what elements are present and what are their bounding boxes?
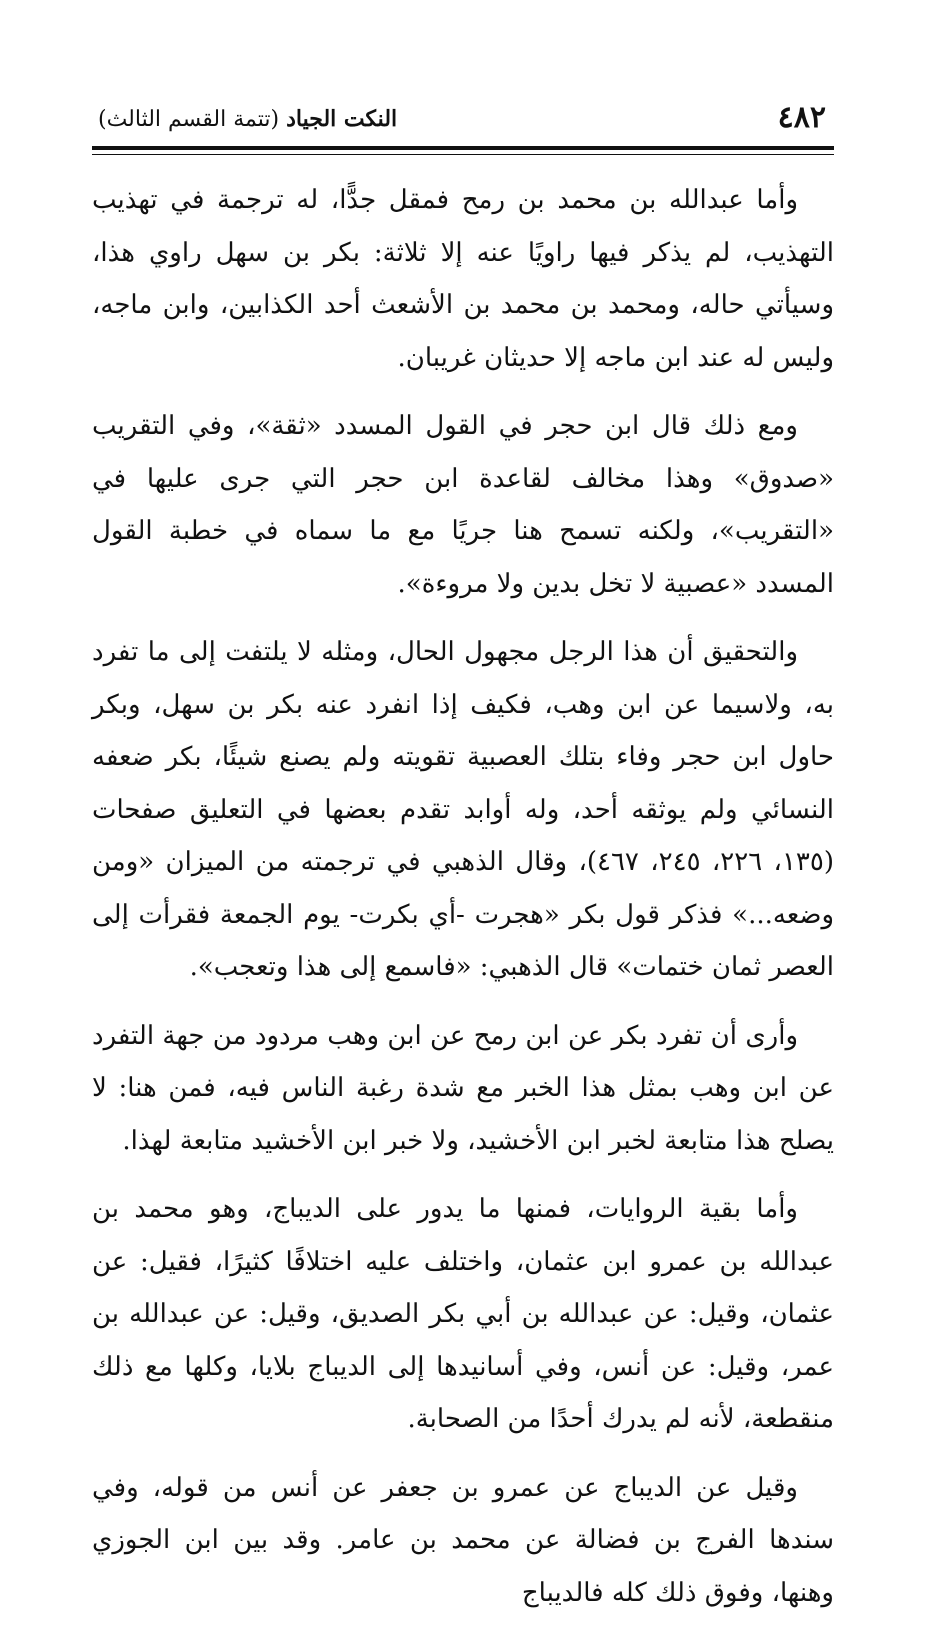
header-rule-thin: [92, 154, 834, 155]
page-header: [92, 92, 834, 144]
paragraph-6: وقيل عن الديباج عن عمرو بن جعفر عن أنس من قوله، وفي سندها الفرج بن فضالة عن محمد بن عامر. وقد بين ابن الجوزي وهنها، وفوق ذلك كله فالديباج: [92, 1472, 834, 1608]
paragraph-5: وأما بقية الروايات، فمنها ما يدور على الديباج، وهو محمد بن عبدالله بن عمرو ابن عثمان، واختلف عليه اختلافًا كثيرًا، فقيل: عن عثمان، وقيل: عن عبدالله بن أبي بكر الصديق، وقيل: عن عبدالله بن عمر، وقيل: عن أنس، وفي أسانيدها إلى الديباج بلايا، وكلها مع ذلك منقطعة، لأنه لم يدرك أحدًا من الصحابة.: [92, 1194, 834, 1434]
running-title: [98, 104, 397, 135]
section-title: (تتمة القسم الثالث): [98, 107, 280, 132]
paragraph-3: والتحقيق أن هذا الرجل مجهول الحال، ومثله لا يلتفت إلى ما تفرد به، ولاسيما عن ابن وهب، فكيف إذا انفرد عنه بكر بن سهل، وبكر حاول ابن حجر وفاء بتلك العصبية تقويته ولم يصنع شيئًا، بكر ضعفه النسائي ولم يوثقه أحد، وله أوابد تقدم بعضها في التعليق صفحات (١٣٥، ٢٢٦، ٢٤٥، ٤٦٧)، وقال الذهبي في ترجمته من الميزان «ومن وضعه...» فذكر قول بكر «هجرت -أي بكرت- يوم الجمعة فقرأت إلى العصر ثمان ختمات» قال الذهبي: «فاسمع إلى هذا وتعجب».: [92, 637, 835, 982]
book-title: النكت الجياد: [286, 106, 398, 132]
header-rule-thick: [92, 146, 834, 150]
body-text: [92, 174, 834, 1635]
paragraph-1: وأما عبدالله بن محمد بن رمح فمقل جدًّا، له ترجمة في تهذيب التهذيب، لم يذكر فيها راويًا عنه إلا ثلاثة: بكر بن سهل راوي هذا، وسيأتي حاله، ومحمد بن محمد بن الأشعث أحد الكذابين، وابن ماجه، وليس له عند ابن ماجه إلا حديثان غريبان.: [92, 185, 834, 373]
paragraph-2: ومع ذلك قال ابن حجر في القول المسدد «ثقة»، وفي التقريب «صدوق» وهذا مخالف لقاعدة ابن حجر التي جرى عليها في «التقريب»، ولكنه تسمح هنا جريًا مع ما سماه في خطبة القول المسدد «عصبية لا تخل بدين ولا مروءة».: [92, 411, 835, 599]
paragraph-4: وأرى أن تفرد بكر عن ابن رمح عن ابن وهب مردود من جهة التفرد عن ابن وهب بمثل هذا الخبر مع شدة رغبة الناس فيه، فمن هنا: لا يصلح هذا متابعة لخبر ابن الأخشيد، ولا خبر ابن الأخشيد متابعة لهذا.: [92, 1020, 834, 1156]
page-number: ٤٨٢: [777, 100, 826, 135]
